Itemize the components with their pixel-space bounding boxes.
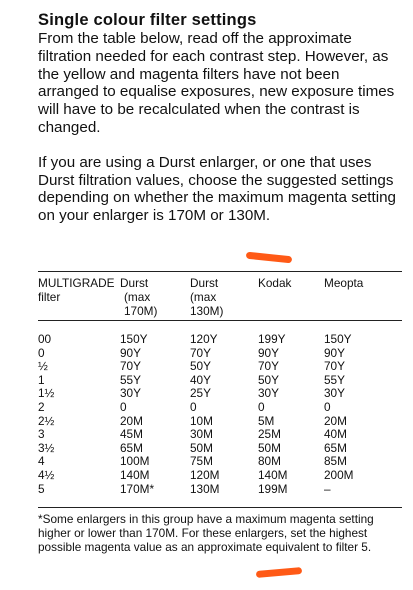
table-cell: 00 [38, 332, 52, 346]
table-row [38, 401, 402, 415]
table-cell: 10M [190, 413, 213, 428]
table-cell: 150Y [324, 332, 352, 346]
table-cell: 50M [190, 440, 213, 455]
table-cell: 65M [120, 440, 143, 455]
text-block [38, 10, 398, 225]
table-cell: 1 [38, 372, 45, 387]
table-cell: 100M [120, 454, 150, 469]
table-cell: 0 [324, 399, 331, 414]
table-cell: 170M* [120, 481, 155, 496]
table-cell: 30Y [120, 386, 141, 401]
table-cell: 70Y [190, 345, 211, 360]
table-cell: 3 [38, 427, 45, 442]
table-cell: 40Y [190, 372, 211, 387]
table-row [38, 469, 402, 483]
table-cell: 150Y [120, 332, 148, 346]
table-cell: 140M [120, 467, 150, 482]
table-cell: 200M [324, 467, 354, 482]
table-cell: 120Y [190, 332, 218, 346]
table-cell: 90Y [120, 345, 141, 360]
table-cell: 25M [258, 427, 281, 442]
table-cell: 30M [190, 427, 213, 442]
table-cell: 55Y [120, 372, 141, 387]
header-durst-130: Durst (max 130M) [190, 276, 224, 318]
table-row [38, 442, 402, 456]
orange-pen-mark-top [246, 252, 292, 264]
table-cell: 4 [38, 454, 45, 469]
table-cell: 0 [190, 399, 197, 414]
table-cell: 55Y [324, 372, 345, 387]
table-cell: 90Y [324, 345, 345, 360]
table-cell: 2 [38, 399, 45, 414]
table-cell: 5 [38, 481, 45, 496]
table-row [38, 483, 402, 497]
table-cell: 0 [258, 399, 265, 414]
table-cell: 1½ [38, 386, 55, 401]
table-cell: 130M [190, 481, 220, 496]
table-cell: 70Y [324, 359, 345, 374]
table-cell: 45M [120, 427, 143, 442]
table-cell: 199M [258, 481, 288, 496]
table-cell: 2½ [38, 413, 55, 428]
table-body [38, 333, 402, 496]
header-meopta: Meopta [324, 276, 364, 290]
table-cell: 65M [324, 440, 347, 455]
footnote: *Some enlargers in this group have a maximum magenta setting higher or lower than 170M. For these enlargers, set the highest possible magenta value as an approximate equivalent to filter 5. [38, 512, 374, 554]
table-bottom-rule [38, 507, 402, 508]
table-cell: 20M [324, 413, 347, 428]
table-cell: 50M [258, 440, 281, 455]
table-cell: 25Y [190, 386, 211, 401]
table-row [38, 347, 402, 361]
table-cell: 70Y [120, 359, 141, 374]
table-cell: 199Y [258, 332, 286, 346]
table-cell: 50Y [258, 372, 279, 387]
table-cell: 50Y [190, 359, 211, 374]
table-cell: 70Y [258, 359, 279, 374]
header-kodak: Kodak [258, 276, 292, 290]
orange-pen-mark-bottom [256, 567, 302, 578]
table-row [38, 415, 402, 429]
table-cell: 85M [324, 454, 347, 469]
durst-paragraph: If you are using a Durst enlarger, or one that uses Durst filtration values, choose the suggested settings depending on whether the maximum magenta setting on your enlarger is 170M or 130M. [38, 153, 396, 225]
table-cell: 0 [38, 345, 45, 360]
table-cell: 30Y [258, 386, 279, 401]
table-row [38, 428, 402, 442]
table-row [38, 455, 402, 469]
table-row [38, 374, 402, 388]
table-cell: 90Y [258, 345, 279, 360]
table-cell: 140M [258, 467, 288, 482]
table-cell: 4½ [38, 467, 55, 482]
table-cell: 3½ [38, 440, 55, 455]
table-cell: 30Y [324, 386, 345, 401]
filter-table [38, 277, 402, 509]
table-row [38, 387, 402, 401]
table-cell: 120M [190, 467, 220, 482]
table-cell: – [324, 481, 331, 496]
table-cell: ½ [38, 359, 48, 374]
table-top-rule [38, 271, 402, 272]
table-cell: 0 [120, 399, 127, 414]
section-heading: Single colour filter settings [38, 11, 257, 29]
header-durst-170: Durst (max 170M) [120, 276, 158, 318]
table-cell: 5M [258, 413, 275, 428]
table-cell: 20M [120, 413, 143, 428]
table-cell: 40M [324, 427, 347, 442]
header-multigrade: MULTIGRADE filter [38, 276, 115, 304]
header-underline [38, 320, 402, 321]
table-row [38, 333, 402, 347]
table-cell: 80M [258, 454, 281, 469]
table-row [38, 360, 402, 374]
table-cell: 75M [190, 454, 213, 469]
intro-paragraph: From the table below, read off the approximate filtration needed for each contrast step. However, as the yellow and magenta filters have not been arranged to equalise exposures, new exposure times will have to be recalculated when the contrast is changed. [38, 30, 395, 136]
